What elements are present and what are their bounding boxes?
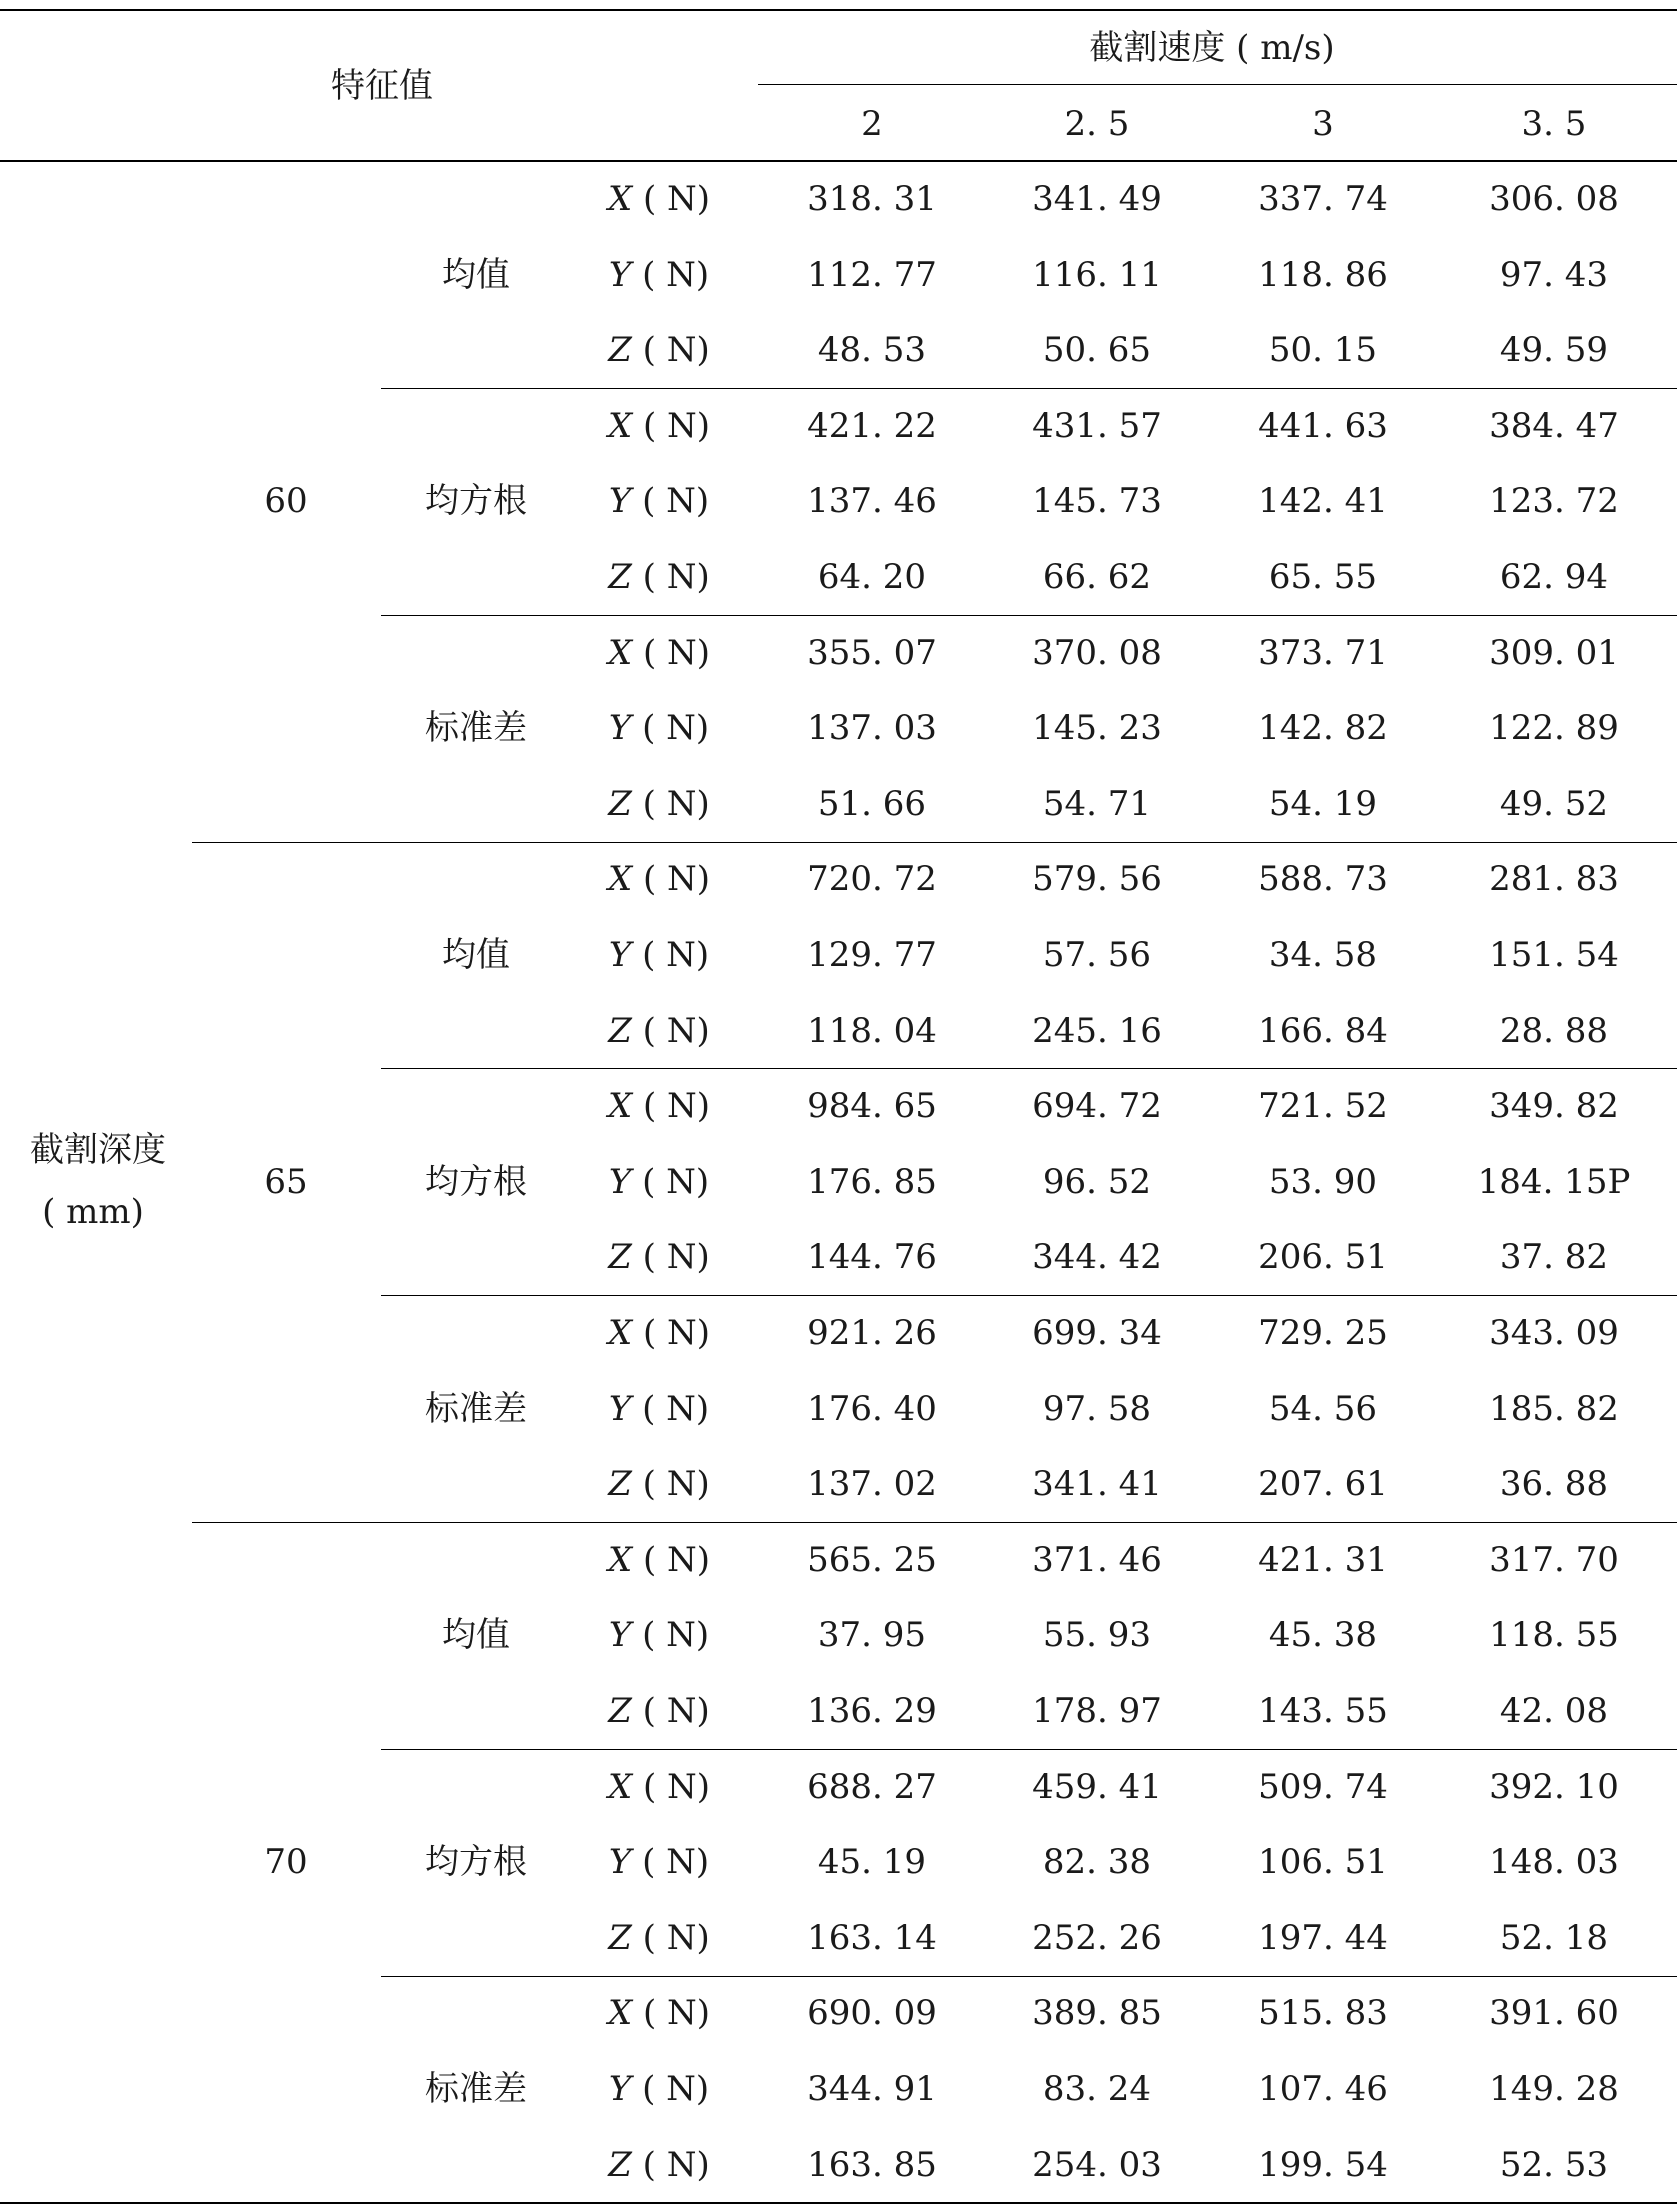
top-rule	[0, 9, 1677, 11]
value-cell: 207. 61	[1258, 1464, 1388, 1505]
value-cell: 355. 07	[807, 632, 937, 673]
force-unit: ( N)	[632, 632, 711, 673]
value-cell: 565. 25	[807, 1539, 937, 1580]
value-cell: 137. 46	[807, 481, 937, 522]
value-cell: 151. 54	[1489, 935, 1619, 975]
value-cell: 391. 60	[1489, 1993, 1619, 2034]
force-unit: ( N)	[631, 1691, 710, 1731]
value-cell: 57. 56	[1042, 935, 1152, 975]
value-cell: 318. 31	[807, 179, 937, 219]
value-cell: 459. 41	[1032, 1766, 1162, 1807]
component-label	[608, 708, 710, 749]
component-label	[607, 859, 711, 900]
force-unit: ( N)	[632, 1766, 711, 1807]
component-label	[607, 1993, 711, 2034]
value-cell: 690. 09	[807, 1993, 937, 2034]
statistic-label: 标准差	[425, 2069, 527, 2109]
value-cell: 53. 90	[1268, 1161, 1378, 1202]
value-cell: 185. 82	[1489, 1388, 1619, 1429]
value-cell: 45. 38	[1268, 1615, 1378, 1656]
value-cell: 166. 84	[1258, 1010, 1388, 1051]
axis-letter: X	[607, 859, 633, 900]
stat-divider	[381, 388, 1677, 389]
component-label	[608, 2069, 710, 2109]
value-cell: 688. 27	[807, 1766, 937, 1807]
value-cell: 341. 41	[1032, 1464, 1162, 1505]
value-cell: 184. 15P	[1477, 1161, 1631, 1202]
value-cell: 66. 62	[1042, 557, 1152, 597]
value-cell: 37. 95	[817, 1615, 927, 1656]
component-label	[607, 1086, 711, 1127]
component-label	[607, 405, 711, 446]
value-cell: 431. 57	[1032, 405, 1162, 446]
force-unit: ( N)	[632, 405, 711, 446]
axis-letter: Y	[608, 2069, 632, 2109]
statistic-label: 均值	[442, 935, 510, 975]
value-cell: 34. 58	[1268, 935, 1378, 975]
component-label	[608, 1615, 710, 1656]
value-cell: 344. 42	[1032, 1237, 1162, 1278]
value-cell: 254. 03	[1032, 2144, 1162, 2185]
value-cell: 136. 29	[807, 1691, 937, 1731]
axis-letter: Y	[608, 481, 632, 522]
group-divider	[192, 1522, 1677, 1523]
axis-letter: Z	[608, 1010, 632, 1051]
value-cell: 107. 46	[1258, 2069, 1388, 2109]
value-cell: 349. 82	[1489, 1086, 1619, 1127]
value-cell: 54. 71	[1042, 783, 1152, 824]
value-cell: 694. 72	[1032, 1086, 1162, 1127]
statistic-label: 均值	[442, 1615, 510, 1656]
axis-letter: X	[607, 1993, 633, 2034]
value-cell: 176. 40	[807, 1388, 937, 1429]
statistic-label: 均方根	[425, 1842, 527, 1883]
force-unit: ( N)	[631, 1615, 710, 1656]
component-label	[608, 1161, 710, 1202]
value-cell: 343. 09	[1489, 1313, 1619, 1353]
value-cell: 163. 85	[807, 2144, 937, 2185]
header-bottom-rule	[0, 160, 1677, 162]
axis-letter: Z	[608, 557, 632, 597]
force-unit: ( N)	[631, 1237, 710, 1278]
value-cell: 579. 56	[1032, 859, 1162, 900]
value-cell: 149. 28	[1489, 2069, 1619, 2109]
value-cell: 36. 88	[1499, 1464, 1609, 1505]
value-cell: 206. 51	[1258, 1237, 1388, 1278]
value-cell: 178. 97	[1032, 1691, 1162, 1731]
force-unit: ( N)	[631, 254, 710, 295]
value-cell: 49. 59	[1499, 330, 1609, 371]
value-cell: 142. 82	[1258, 708, 1388, 749]
stat-divider	[381, 1295, 1677, 1296]
value-cell: 515. 83	[1258, 1993, 1388, 2034]
value-cell: 145. 73	[1032, 481, 1162, 522]
component-label	[608, 1691, 710, 1731]
value-cell: 306. 08	[1489, 179, 1619, 219]
axis-letter: Y	[608, 1388, 632, 1429]
value-cell: 197. 44	[1258, 1917, 1388, 1958]
statistic-label: 标准差	[425, 1388, 527, 1429]
value-cell: 52. 53	[1499, 2144, 1609, 2185]
component-label	[608, 2144, 710, 2185]
force-unit: ( N)	[631, 1388, 710, 1429]
value-cell: 421. 31	[1258, 1539, 1388, 1580]
component-label	[608, 1388, 710, 1429]
axis-letter: X	[607, 179, 633, 219]
axis-letter: Y	[608, 1842, 632, 1883]
stat-divider	[381, 1976, 1677, 1977]
value-cell: 52. 18	[1499, 1917, 1609, 1958]
value-cell: 509. 74	[1258, 1766, 1388, 1807]
value-cell: 176. 85	[807, 1161, 937, 1202]
component-label	[608, 1010, 710, 1051]
component-label	[608, 330, 710, 371]
component-label	[608, 481, 710, 522]
value-cell: 344. 91	[807, 2069, 937, 2109]
component-label	[608, 1237, 710, 1278]
value-cell: 116. 11	[1032, 254, 1162, 295]
depth-label: 截割深度	[30, 1130, 166, 1170]
value-cell: 373. 71	[1258, 632, 1388, 673]
component-label	[608, 1917, 710, 1958]
speed-header: 截割速度 ( m/s)	[1089, 28, 1335, 68]
value-cell: 28. 88	[1499, 1010, 1609, 1051]
value-cell: 42. 08	[1499, 1691, 1609, 1731]
value-cell: 137. 03	[807, 708, 937, 749]
value-cell: 720. 72	[807, 859, 937, 900]
axis-letter: X	[607, 1086, 633, 1127]
feature-header: 特征值	[331, 66, 433, 106]
statistic-label: 均值	[442, 254, 510, 295]
value-cell: 106. 51	[1258, 1842, 1388, 1883]
value-cell: 118. 55	[1489, 1615, 1619, 1656]
value-cell: 54. 56	[1268, 1388, 1378, 1429]
component-label	[608, 783, 710, 824]
group-divider	[192, 842, 1677, 843]
force-unit: ( N)	[631, 1161, 710, 1202]
value-cell: 51. 66	[817, 783, 927, 824]
value-cell: 137. 02	[807, 1464, 937, 1505]
value-cell: 721. 52	[1258, 1086, 1388, 1127]
force-unit: ( N)	[632, 1539, 711, 1580]
value-cell: 122. 89	[1489, 708, 1619, 749]
force-unit: ( N)	[632, 179, 711, 219]
value-cell: 65. 55	[1268, 557, 1378, 597]
statistic-label: 均方根	[425, 1161, 527, 1202]
value-cell: 64. 20	[817, 557, 927, 597]
value-cell: 55. 93	[1042, 1615, 1152, 1656]
stat-divider	[381, 1749, 1677, 1750]
depth-unit: ( mm)	[42, 1192, 144, 1232]
component-label	[608, 1464, 710, 1505]
force-unit: ( N)	[631, 708, 710, 749]
value-cell: 199. 54	[1258, 2144, 1388, 2185]
value-cell: 370. 08	[1032, 632, 1162, 673]
speed-col-4: 3. 5	[1521, 104, 1587, 144]
value-cell: 50. 65	[1042, 330, 1152, 371]
value-cell: 281. 83	[1489, 859, 1619, 900]
value-cell: 317. 70	[1489, 1539, 1619, 1580]
component-label	[607, 1766, 711, 1807]
component-label	[608, 1842, 710, 1883]
depth-value: 60	[264, 481, 308, 522]
stat-divider	[381, 615, 1677, 616]
force-unit: ( N)	[631, 1464, 710, 1505]
value-cell: 245. 16	[1032, 1010, 1162, 1051]
component-label	[608, 935, 710, 975]
speed-col-1: 2	[861, 104, 883, 144]
force-unit: ( N)	[631, 783, 710, 824]
force-unit: ( N)	[631, 481, 710, 522]
value-cell: 441. 63	[1258, 405, 1388, 446]
axis-letter: Z	[608, 783, 632, 824]
value-cell: 97. 58	[1042, 1388, 1152, 1429]
force-unit: ( N)	[631, 935, 710, 975]
force-unit: ( N)	[631, 2069, 710, 2109]
axis-letter: Z	[608, 1691, 632, 1731]
value-cell: 309. 01	[1489, 632, 1619, 673]
axis-letter: Z	[608, 1464, 632, 1505]
axis-letter: Y	[608, 935, 632, 975]
value-cell: 48. 53	[817, 330, 927, 371]
component-label	[607, 179, 711, 219]
component-label	[608, 254, 710, 295]
value-cell: 984. 65	[807, 1086, 937, 1127]
value-cell: 112. 77	[807, 254, 937, 295]
axis-letter: Y	[608, 1615, 632, 1656]
value-cell: 142. 41	[1258, 481, 1388, 522]
value-cell: 384. 47	[1489, 405, 1619, 446]
component-label	[607, 1539, 711, 1580]
axis-letter: X	[607, 1766, 633, 1807]
value-cell: 45. 19	[817, 1842, 927, 1883]
value-cell: 163. 14	[807, 1917, 937, 1958]
value-cell: 37. 82	[1499, 1237, 1609, 1278]
force-unit: ( N)	[631, 1010, 710, 1051]
force-unit: ( N)	[631, 1842, 710, 1883]
axis-letter: X	[607, 1313, 633, 1353]
force-unit: ( N)	[632, 1993, 711, 2034]
value-cell: 129. 77	[807, 935, 937, 975]
axis-letter: X	[607, 405, 633, 446]
value-cell: 252. 26	[1032, 1917, 1162, 1958]
depth-value: 65	[264, 1161, 308, 1202]
value-cell: 49. 52	[1499, 783, 1609, 824]
value-cell: 83. 24	[1042, 2069, 1152, 2109]
value-cell: 62. 94	[1499, 557, 1609, 597]
axis-letter: Y	[608, 1161, 632, 1202]
component-label	[607, 1313, 711, 1353]
force-unit: ( N)	[631, 330, 710, 371]
component-label	[608, 557, 710, 597]
value-cell: 392. 10	[1489, 1766, 1619, 1807]
component-label	[607, 632, 711, 673]
axis-letter: Z	[608, 1917, 632, 1958]
value-cell: 421. 22	[807, 405, 937, 446]
value-cell: 699. 34	[1032, 1313, 1162, 1353]
force-unit: ( N)	[632, 1086, 711, 1127]
value-cell: 148. 03	[1489, 1842, 1619, 1883]
axis-letter: Y	[608, 708, 632, 749]
value-cell: 118. 04	[807, 1010, 937, 1051]
statistic-label: 标准差	[425, 708, 527, 749]
axis-letter: Z	[608, 2144, 632, 2185]
value-cell: 145. 23	[1032, 708, 1162, 749]
axis-letter: X	[607, 1539, 633, 1580]
value-cell: 118. 86	[1258, 254, 1388, 295]
axis-letter: Z	[608, 1237, 632, 1278]
value-cell: 729. 25	[1258, 1313, 1388, 1353]
statistic-label: 均方根	[425, 481, 527, 522]
value-cell: 97. 43	[1499, 254, 1609, 295]
value-cell: 588. 73	[1258, 859, 1388, 900]
force-unit: ( N)	[631, 1917, 710, 1958]
value-cell: 144. 76	[807, 1237, 937, 1278]
axis-letter: Z	[608, 330, 632, 371]
speed-header-rule	[758, 84, 1677, 85]
depth-value: 70	[264, 1842, 308, 1883]
value-cell: 341. 49	[1032, 179, 1162, 219]
value-cell: 96. 52	[1042, 1161, 1152, 1202]
stat-divider	[381, 1068, 1677, 1069]
force-unit: ( N)	[631, 2144, 710, 2185]
force-unit: ( N)	[632, 1313, 711, 1353]
value-cell: 389. 85	[1032, 1993, 1162, 2034]
axis-letter: Y	[608, 254, 632, 295]
axis-letter: X	[607, 632, 633, 673]
value-cell: 337. 74	[1258, 179, 1388, 219]
value-cell: 143. 55	[1258, 1691, 1388, 1731]
value-cell: 54. 19	[1268, 783, 1378, 824]
value-cell: 123. 72	[1489, 481, 1619, 522]
value-cell: 82. 38	[1042, 1842, 1152, 1883]
value-cell: 921. 26	[807, 1313, 937, 1353]
speed-col-2: 2. 5	[1064, 104, 1130, 144]
speed-col-3: 3	[1312, 104, 1334, 144]
value-cell: 371. 46	[1032, 1539, 1162, 1580]
force-unit: ( N)	[631, 557, 710, 597]
force-unit: ( N)	[632, 859, 711, 900]
value-cell: 50. 15	[1268, 330, 1378, 371]
